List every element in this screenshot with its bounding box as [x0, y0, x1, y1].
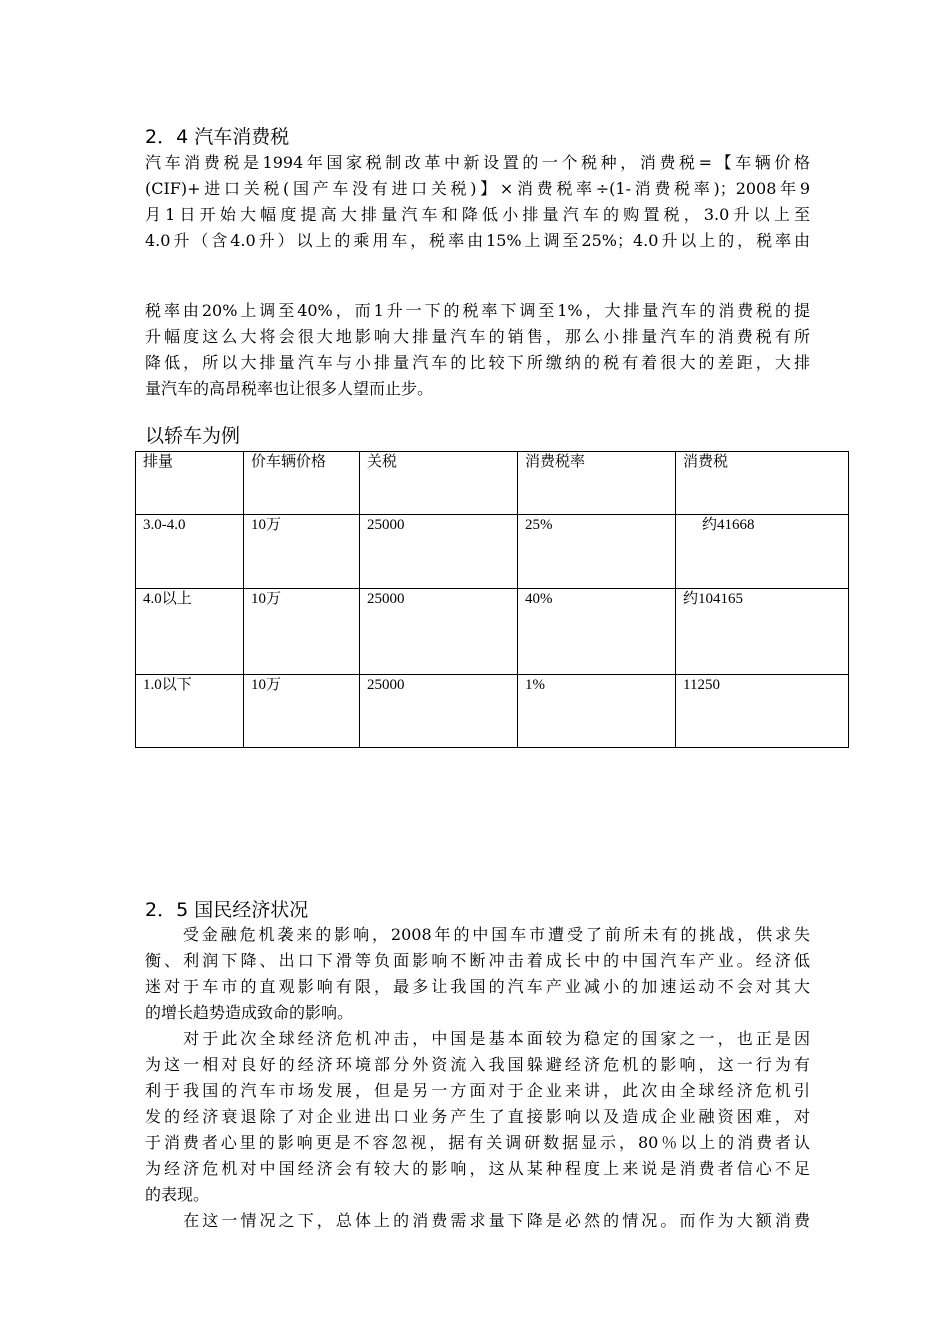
header-cell-consumption-tax: 消费税 — [676, 452, 849, 515]
text-line: 受金融危机袭来的影响，2008年的中国车市遭受了前所未有的挑战，供求失 — [145, 925, 810, 944]
text-line: 升幅度这么大将会很大地影响大排量汽车的销售，那么小排量汽车的消费税有所 — [145, 327, 810, 346]
paragraph-consumer-demand — [145, 1208, 810, 1234]
table-cell: 1% — [518, 675, 676, 748]
table-cell: 25% — [518, 515, 676, 589]
table-cell: 3.0-4.0 — [136, 515, 244, 589]
table-caption: 以轿车为例 — [145, 425, 241, 447]
table-cell: 约104165 — [676, 589, 849, 675]
table-cell: 约41668 — [676, 515, 849, 589]
header-cell-tariff: 关税 — [360, 452, 518, 515]
table-cell: 25000 — [360, 515, 518, 589]
table-cell: 40% — [518, 589, 676, 675]
header-cell-price: 价车辆价格 — [244, 452, 360, 515]
text-line: 税率由20%上调至40%，而1升一下的税率下调至1%，大排量汽车的消费税的提 — [145, 301, 810, 320]
table-cell: 4.0以上 — [136, 589, 244, 675]
header-cell-tax-rate: 消费税率 — [518, 452, 676, 515]
table-cell: 10万 — [244, 589, 360, 675]
section-heading-2-5: 2．5 国民经济状况 — [145, 899, 309, 921]
header-cell-displacement: 排量 — [136, 452, 244, 515]
text-line: 对于此次全球经济危机冲击，中国是基本面较为稳定的国家之一，也正是因 — [145, 1029, 810, 1048]
text-line: 利于我国的汽车市场发展，但是另一方面对于企业来讲，此次由全球经济危机引 — [145, 1081, 810, 1100]
text-line: 发的经济衰退除了对企业进出口业务产生了直接影响以及造成企业融资困难，对 — [145, 1107, 810, 1126]
paragraph-tax-rate-change — [145, 298, 810, 402]
text-line: 衡、利润下降、出口下滑等负面影响不断冲击着成长中的中国汽车产业。经济低 — [145, 951, 810, 970]
sedan-tax-table — [135, 451, 849, 748]
paragraph-financial-crisis-impact — [145, 922, 810, 1026]
text-line: 的增长趋势造成致命的影响。 — [145, 1003, 354, 1022]
text-line: 月1日开始大幅度提高大排量汽车和降低小排量汽车的购置税，3.0升以上至 — [145, 205, 810, 224]
table-cell: 11250 — [676, 675, 849, 748]
paragraph-global-crisis-china — [145, 1026, 810, 1208]
text-line: 在这一情况之下，总体上的消费需求量下降是必然的情况。而作为大额消费 — [145, 1211, 810, 1230]
text-line: 迷对于车市的直观影响有限，最多让我国的汽车产业减小的加速运动不会对其大 — [145, 977, 810, 996]
text-line: (CIF)+进口关税(国产车没有进口关税)】×消费税率÷(1-消费税率)；2008年9 — [145, 179, 810, 198]
table-cell: 25000 — [360, 589, 518, 675]
text-line: 汽车消费税是1994年国家税制改革中新设置的一个税种，消费税=【车辆价格 — [145, 153, 810, 172]
paragraph-consumption-tax-intro — [145, 150, 810, 254]
table-row — [136, 675, 849, 748]
section-heading-2-4: 2．4 汽车消费税 — [145, 126, 290, 148]
text-line: 的表现。 — [145, 1185, 210, 1204]
table-cell: 25000 — [360, 675, 518, 748]
table-cell: 1.0以下 — [136, 675, 244, 748]
text-line: 为这一相对良好的经济环境部分外资流入我国躲避经济危机的影响，这一行为有 — [145, 1055, 810, 1074]
text-line: 降低，所以大排量汽车与小排量汽车的比较下所缴纳的税有着很大的差距，大排 — [145, 353, 810, 372]
text-line: 于消费者心里的影响更是不容忽视，据有关调研数据显示，80％以上的消费者认 — [145, 1133, 810, 1152]
table-row — [136, 589, 849, 675]
table-header-row — [136, 452, 849, 515]
table-cell: 10万 — [244, 675, 360, 748]
text-line: 4.0升（含4.0升）以上的乘用车，税率由15%上调至25%；4.0升以上的，税率由 — [145, 231, 810, 250]
table-cell: 10万 — [244, 515, 360, 589]
text-line: 为经济危机对中国经济会有较大的影响，这从某种程度上来说是消费者信心不足 — [145, 1159, 810, 1178]
text-line: 量汽车的高昂税率也让很多人望而止步。 — [145, 379, 434, 398]
table-row — [136, 515, 849, 589]
